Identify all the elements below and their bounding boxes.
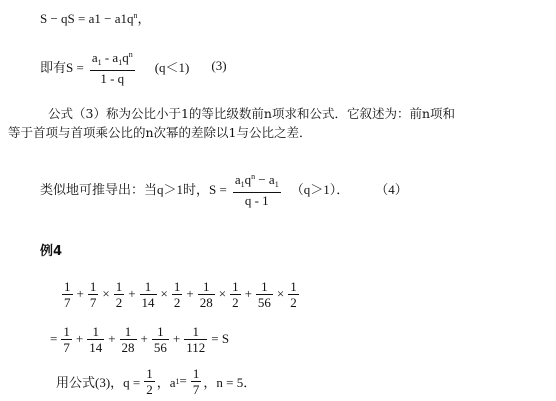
formula-4 xyxy=(40,168,408,208)
numerator: 1 xyxy=(124,323,132,339)
example-title: 例4 xyxy=(40,244,63,259)
operator: × xyxy=(102,286,110,301)
fraction xyxy=(230,280,241,309)
formula-line-1 xyxy=(40,8,151,27)
num-a-sub: 1 xyxy=(240,179,245,189)
fraction xyxy=(88,280,99,309)
operator: + xyxy=(140,331,148,346)
numerator: 1 xyxy=(115,278,123,294)
fraction xyxy=(120,325,137,354)
operator: × xyxy=(218,286,227,301)
operator: + xyxy=(76,286,84,301)
example-equation-2 xyxy=(48,320,231,358)
num-mid: − a xyxy=(255,171,275,187)
denominator: 2 xyxy=(115,294,123,310)
formula-3-prefix: 即有S = xyxy=(40,59,84,75)
n-part: ，n = 5． xyxy=(203,374,257,390)
numerator: 1 xyxy=(192,365,200,381)
denominator: 7 xyxy=(63,339,70,355)
num-mid: - a xyxy=(101,49,119,65)
operator: + xyxy=(108,331,116,346)
formula-4-numerator xyxy=(233,170,281,192)
denominator: 14 xyxy=(141,294,155,310)
numerator: 1 xyxy=(144,278,152,294)
formula-4-fraction xyxy=(233,170,281,207)
fraction xyxy=(61,325,72,354)
fraction xyxy=(114,280,125,309)
operator: × xyxy=(160,286,168,301)
formula-3-fraction xyxy=(90,48,135,85)
fraction xyxy=(256,280,273,309)
formula-line-1-suffix: ， xyxy=(137,11,151,26)
formula-3-tag: (3) xyxy=(211,58,227,73)
eq3-prefix: 用公式(3)，q = xyxy=(56,374,141,390)
a1-fraction xyxy=(191,367,202,396)
formula-line-1-text: S − qS = a1 − a1q xyxy=(40,11,134,26)
denominator: 56 xyxy=(257,294,271,310)
denominator: 2 xyxy=(232,294,239,310)
denominator: 28 xyxy=(199,294,213,310)
paragraph-line-b: 等于首项与首项乘公比的n次幂的差除以1与公比之差． xyxy=(8,125,312,140)
numerator: 1 xyxy=(202,278,210,294)
a1-sub: 1 xyxy=(175,376,180,386)
numerator: 1 xyxy=(63,323,70,339)
operator: + xyxy=(172,331,181,346)
fraction xyxy=(87,325,104,354)
numerator: 1 xyxy=(192,323,199,339)
numerator: 1 xyxy=(157,323,164,339)
denominator: 112 xyxy=(186,339,206,355)
denominator: 2 xyxy=(173,294,181,310)
formula-4-condition: （q＞1）． xyxy=(290,181,350,197)
numerator: 1 xyxy=(92,323,99,339)
numerator: 1 xyxy=(173,278,181,294)
denominator: 7 xyxy=(64,294,71,310)
num-a: a xyxy=(234,171,241,187)
num-a-sub: 1 xyxy=(97,57,102,67)
a1-label: ，a xyxy=(156,374,176,390)
operator: × xyxy=(276,286,285,301)
num-sup: n xyxy=(251,171,256,181)
denominator: 14 xyxy=(89,339,103,355)
num-b-sub: 1 xyxy=(118,57,123,67)
denominator: 56 xyxy=(153,339,167,355)
example-equation-1 xyxy=(60,275,301,313)
formula-3 xyxy=(40,46,227,86)
operator: + xyxy=(75,331,84,346)
fraction xyxy=(184,325,207,354)
denominator: 2 xyxy=(290,294,297,310)
numerator: 1 xyxy=(232,278,239,294)
formula-line-1-exponent: n xyxy=(133,11,138,20)
numerator: 1 xyxy=(89,278,97,294)
fraction xyxy=(62,280,73,309)
equals-sign: = xyxy=(50,331,58,346)
numerator: 1 xyxy=(64,278,71,294)
numerator: 1 xyxy=(261,278,268,294)
numerator: 1 xyxy=(146,365,153,381)
denominator: 28 xyxy=(121,339,135,355)
numerator: 1 xyxy=(290,278,297,294)
formula-4-tag: （4） xyxy=(375,181,408,197)
description-paragraph xyxy=(8,104,455,142)
fraction xyxy=(172,280,183,309)
fraction xyxy=(152,325,169,354)
equals-s: = S xyxy=(211,331,230,346)
num-q: q xyxy=(244,171,252,187)
formula-3-condition: (q＜1) xyxy=(154,59,190,75)
num-q: q xyxy=(122,49,129,65)
fraction xyxy=(198,280,215,309)
formula-4-prefix: 类似地可推导出：当q＞1时，S = xyxy=(40,181,227,197)
fraction xyxy=(288,280,299,309)
denominator: 7 xyxy=(89,294,97,310)
example-equation-3 xyxy=(56,362,256,400)
num-sup: n xyxy=(128,49,133,59)
denominator: 2 xyxy=(146,381,153,397)
operator: + xyxy=(186,286,194,301)
formula-4-denominator: q - 1 xyxy=(244,192,269,208)
operator: + xyxy=(128,286,136,301)
formula-3-denominator: 1 - q xyxy=(100,70,125,86)
operator: + xyxy=(244,286,252,301)
a1-equals: = xyxy=(179,373,187,388)
q-fraction xyxy=(144,367,155,396)
paragraph-line-a: 公式（3）称为公比小于1的等比级数前n项求和公式．它叙述为：前n项和 xyxy=(48,106,456,121)
num-b-sub: 1 xyxy=(274,179,279,189)
fraction xyxy=(140,280,157,309)
num-a: a xyxy=(91,49,98,65)
formula-3-numerator xyxy=(90,48,135,70)
denominator: 7 xyxy=(192,381,200,397)
